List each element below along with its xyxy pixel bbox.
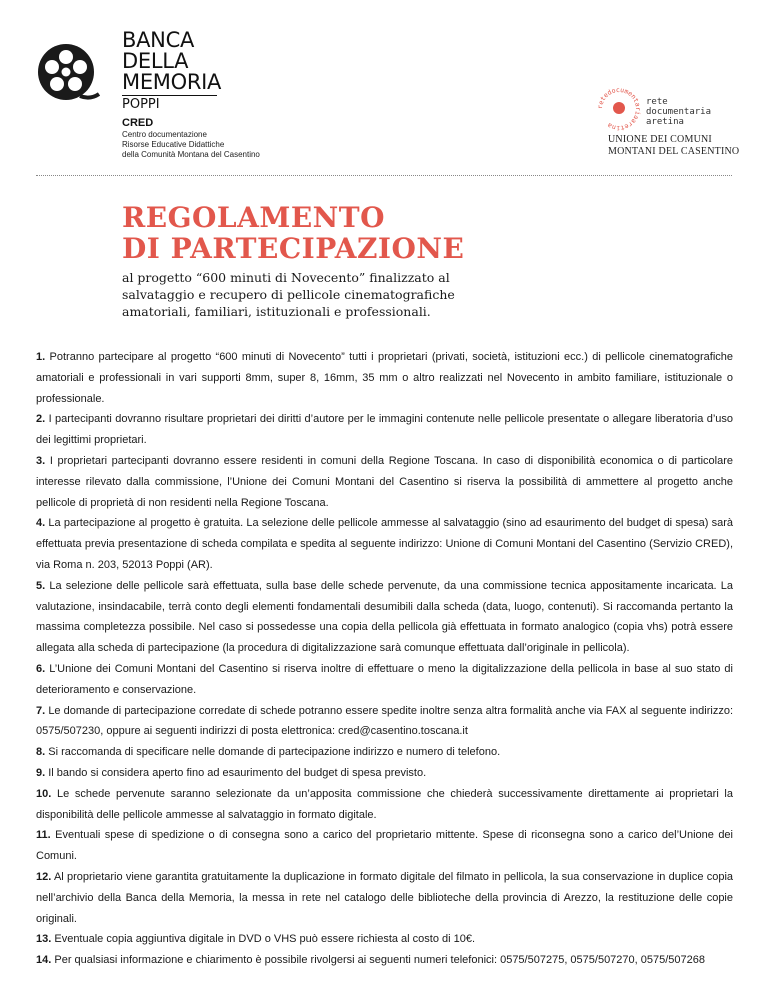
- rule-number: 14.: [36, 954, 52, 967]
- rule-item: [36, 929, 733, 950]
- rule-number: 6.: [36, 662, 46, 675]
- film-reel-icon: [36, 40, 100, 104]
- rule-text: Potranno partecipare al progetto “600 minuti di Novecento” tutti i proprietari (privati, società, istituzioni ecc.) di pellicole cinematografiche amatoriali e professionali in vari supporti 8mm, super 8, 16mm, 35 mm o altro realizzati nel Novecento in ambito familiare, istituzionale o professionale.: [36, 351, 734, 405]
- org-description: [122, 130, 260, 160]
- rule-text: Per qualsiasi informazione e chiarimento è possibile rivolgersi ai seguenti numeri telefonici: 0575/507275, 0575/507270, 0575/507268: [54, 954, 706, 967]
- rule-number: 8.: [36, 746, 46, 759]
- rule-number: 3.: [36, 454, 46, 467]
- rule-text: L’Unione dei Comuni Montani del Casentino si riserva inoltre di effettuare o meno la digitalizzazione della pellicola in base al suo stato di deterioramento e conservazione.: [36, 662, 733, 696]
- rete-documentaria-text: [646, 97, 711, 127]
- rule-item: [36, 513, 733, 575]
- rule-item: [36, 451, 733, 513]
- banca-della-memoria-logo: [122, 30, 221, 93]
- rule-text: Eventuale copia aggiuntiva digitale in DVD o VHS può essere richiesta al costo di 10€.: [54, 933, 476, 946]
- rule-number: 1.: [36, 351, 46, 363]
- rule-number: 10.: [36, 787, 52, 800]
- rule-item: [36, 701, 733, 743]
- rule-item: [36, 409, 733, 451]
- rda-line: aretina: [646, 117, 684, 127]
- rule-item: [36, 347, 733, 409]
- logo-line: DELLA: [122, 49, 189, 73]
- title-line: REGOLAMENTO: [122, 201, 385, 234]
- rule-text: Si raccomanda di specificare nelle domande di partecipazione indirizzo e numero di telefono.: [48, 746, 501, 759]
- rule-number: 2.: [36, 413, 46, 426]
- rule-item: [36, 659, 733, 701]
- unione-comuni-logo: [608, 134, 739, 158]
- logo-line: BANCA: [122, 28, 195, 52]
- rule-text: Il bando si considera aperto fino ad esaurimento del budget di spesa previsto.: [48, 766, 427, 779]
- rule-number: 9.: [36, 766, 46, 779]
- title-line: DI PARTECIPAZIONE: [122, 232, 465, 265]
- unione-line: MONTANI DEL CASENTINO: [608, 146, 740, 157]
- rule-item: [36, 742, 733, 763]
- rule-item: [36, 867, 733, 929]
- logo-divider: [122, 95, 217, 96]
- org-short: CRED: [122, 117, 154, 129]
- rda-line: rete: [646, 97, 668, 107]
- page-subtitle: al progetto “600 minuti di Novecento” finalizzato al salvataggio e recupero di pellicole cinematografiche amatoriali, familiari, istituzionali e professionali.: [122, 270, 455, 319]
- rule-number: 7.: [36, 704, 46, 717]
- rule-number: 5.: [36, 579, 46, 592]
- page-title: [122, 202, 464, 264]
- rule-item: [36, 825, 733, 867]
- rule-number: 11.: [36, 829, 51, 842]
- rule-text: Le schede pervenute saranno selezionate da un’apposita commissione che chiederà successivamente direttamente ai proprietari la disponibilità delle pellicole ammesse al salvataggio in formato digitale.: [36, 787, 733, 821]
- rule-text: I partecipanti dovranno risultare proprietari dei diritti d’autore per le immagini contenute nelle pellicole presentate o allegare liberatoria d’uso dei legittimi proprietari.: [36, 413, 733, 447]
- org-line: della Comunità Montana del Casentino: [122, 150, 260, 159]
- rule-text: Al proprietario viene garantita gratuitamente la duplicazione in formato digitale del filmato in pellicola, la sua conservazione in duplice copia nell’archivio della Banca della Memoria, la messa in rete nel catalogo delle biblioteche della provincia di Arezzo, la restituzione delle copie originali.: [36, 870, 734, 925]
- rule-item: [36, 950, 733, 971]
- rule-item: [36, 763, 733, 784]
- rule-text: La selezione delle pellicole sarà effettuata, sulla base delle schede pervenute, da una commissione tecnica appositamente incaricata. La valutazione, insindacabile, terrà conto degli elementi fondamentali desumibili dalla scheda (data, luogo, contenuti). Si raccomanda pertanto la massima completezza possibile. Nel caso si possedesse una copia della pellicola già effettuata in formato analogico (copia vhs) potrà essere allegata alla scheda di partecipazione (la procedura di digitalizzazione sarà comunque effettuata dall’originale in pellicola).: [36, 579, 733, 655]
- header-divider: [36, 175, 732, 176]
- rule-text: La partecipazione al progetto è gratuita. La selezione delle pellicole ammesse al salvataggio (sino ad esaurimento del budget di spesa) sarà effettuata previa presentazione di scheda compilata e spedita al seguente indirizzo: Unione di Comuni Montani del Casentino (Servizio CRED), via Roma n. 203, 52013 Poppi (AR).: [36, 517, 733, 571]
- rule-item: [36, 784, 733, 826]
- rda-line: documentaria: [646, 107, 712, 117]
- rule-number: 12.: [36, 870, 52, 883]
- rule-number: 4.: [36, 517, 46, 530]
- rule-text: Le domande di partecipazione corredate di schede potranno essere spedite inoltre senza altra formalità anche via FAX al seguente indirizzo: 0575/507230, oppure ai seguenti indirizzi di posta elettronica: cred@casentino.toscana.it: [36, 704, 733, 738]
- org-line: Risorse Educative Didattiche: [122, 140, 225, 149]
- org-line: Centro documentazione: [122, 130, 207, 139]
- rules-list: [36, 347, 733, 971]
- rule-number: 13.: [36, 933, 52, 946]
- rule-text: I proprietari partecipanti dovranno essere residenti in comuni della Regione Toscana. In caso di disponibilità economica o di particolare interesse rilevato dalla commissione, l’Unione dei Comuni Montani del Casentino si riserva la possibilità di ammettere al progetto anche pellicole di proprietà di non residenti nella Regione Toscana.: [36, 454, 733, 509]
- rda-ring-text: retedocumentariaaretina: [595, 85, 643, 133]
- logo-line: MEMORIA: [122, 70, 222, 94]
- unione-line: UNIONE DEI COMUNI: [608, 134, 712, 145]
- rule-text: Eventuali spese di spedizione o di consegna sono a carico del proprietario mittente. Spese di riconsegna sono a carico del’Unione dei Comuni.: [36, 829, 733, 863]
- logo-sub: POPPI: [122, 97, 160, 112]
- rete-documentaria-logo-icon: [594, 84, 644, 134]
- rule-item: [36, 576, 733, 659]
